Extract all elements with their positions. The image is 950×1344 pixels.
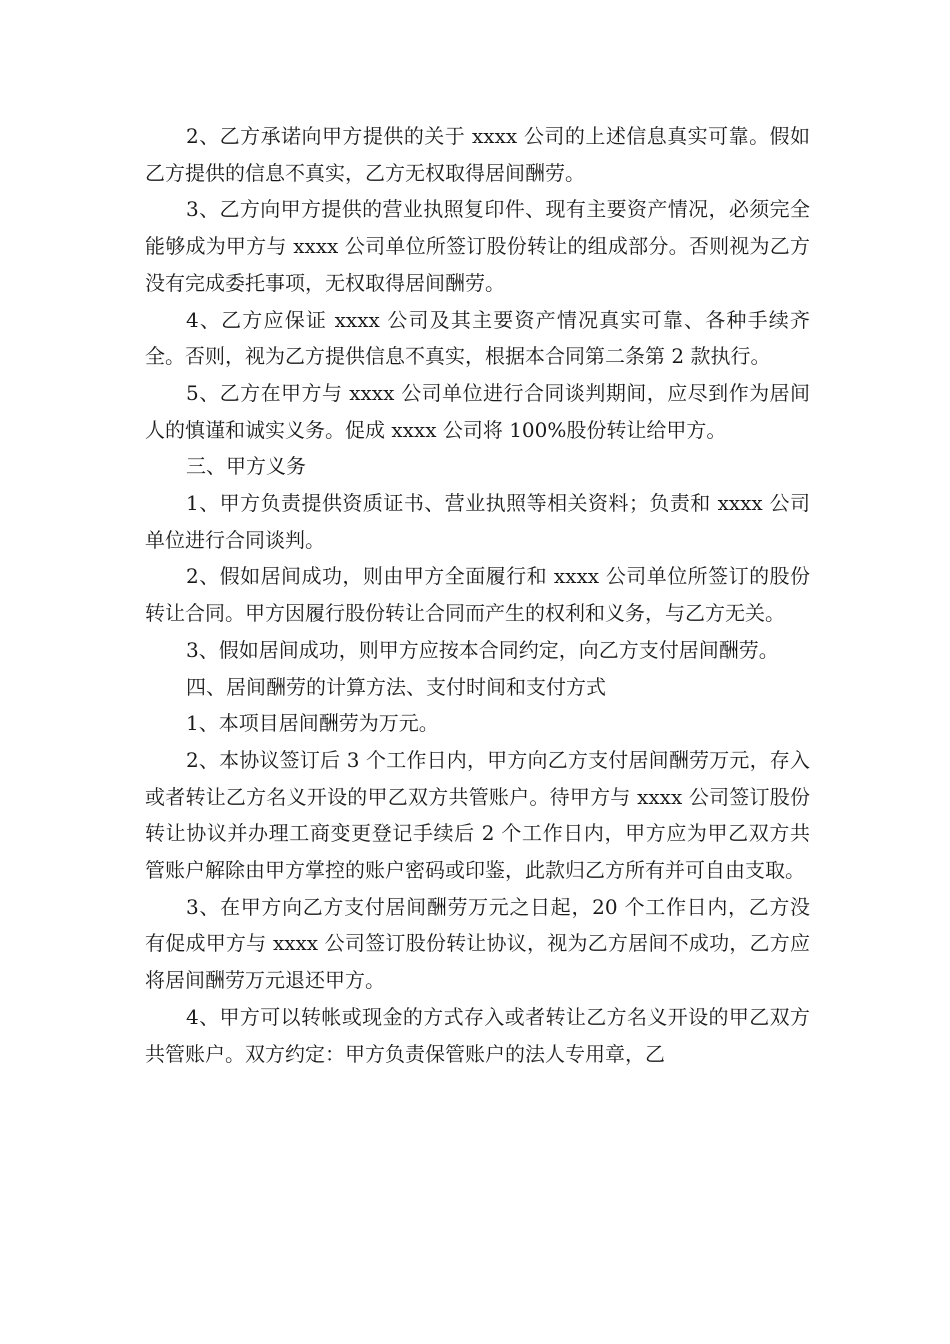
paragraph-fee-2: 2、本协议签订后 3 个工作日内，甲方向乙方支付居间酬劳万元，存入或者转让乙方名义开设的甲乙双方共管账户。待甲方与 xxxx 公司签订股份转让协议并办理工商变更登记手续后 2 个工作日内，甲方应为甲乙双方共管账户解除由甲方掌控的账户密码或印鉴，此款归乙方所有并可自由支取。 [145, 747, 810, 883]
paragraph-fee-1: 1、本项目居间酬劳为万元。 [186, 711, 439, 736]
paragraph-obligation-5: 5、乙方在甲方与 xxxx 公司单位进行合同谈判期间，应尽到作为居间人的慎谨和诚实义务。促成 xxxx 公司将 100%股份转让给甲方。 [145, 380, 810, 442]
paragraph-fee-4: 4、甲方可以转帐或现金的方式存入或者转让乙方名义开设的甲乙双方共管账户。双方约定：甲方负责保管账户的法人专用章，乙 [145, 1004, 810, 1066]
document-body [145, 118, 810, 1072]
paragraph-obligation-4: 4、乙方应保证 xxxx 公司及其主要资产情况真实可靠、各种手续齐全。否则，视为乙方提供信息不真实，根据本合同第二条第 2 款执行。 [145, 307, 810, 369]
paragraph-fee-3: 3、在甲方向乙方支付居间酬劳万元之日起，20 个工作日内，乙方没有促成甲方与 xxxx 公司签订股份转让协议，视为乙方居间不成功，乙方应将居间酬劳万元退还甲方。 [145, 894, 810, 993]
paragraph-obligation-2: 2、乙方承诺向甲方提供的关于 xxxx 公司的上述信息真实可靠。假如乙方提供的信息不真实，乙方无权取得居间酬劳。 [145, 124, 810, 185]
section-heading-3: 三、甲方义务 [186, 454, 306, 479]
section-heading-4: 四、居间酬劳的计算方法、支付时间和支付方式 [186, 674, 606, 699]
paragraph-obligation-3: 3、乙方向甲方提供的营业执照复印件、现有主要资产情况，必须完全能够成为甲方与 xxxx 公司单位所签订股份转让的组成部分。否则视为乙方没有完成委托事项，无权取得居间酬劳。 [145, 197, 810, 295]
paragraph-party-a-1: 1、甲方负责提供资质证书、营业执照等相关资料；负责和 xxxx 公司单位进行合同谈判。 [145, 491, 810, 552]
paragraph-party-a-3: 3、假如居间成功，则甲方应按本合同约定，向乙方支付居间酬劳。 [186, 637, 779, 662]
paragraph-party-a-2: 2、假如居间成功，则由甲方全面履行和 xxxx 公司单位所签订的股份转让合同。甲方因履行股份转让合同而产生的权利和义务，与乙方无关。 [145, 564, 810, 626]
